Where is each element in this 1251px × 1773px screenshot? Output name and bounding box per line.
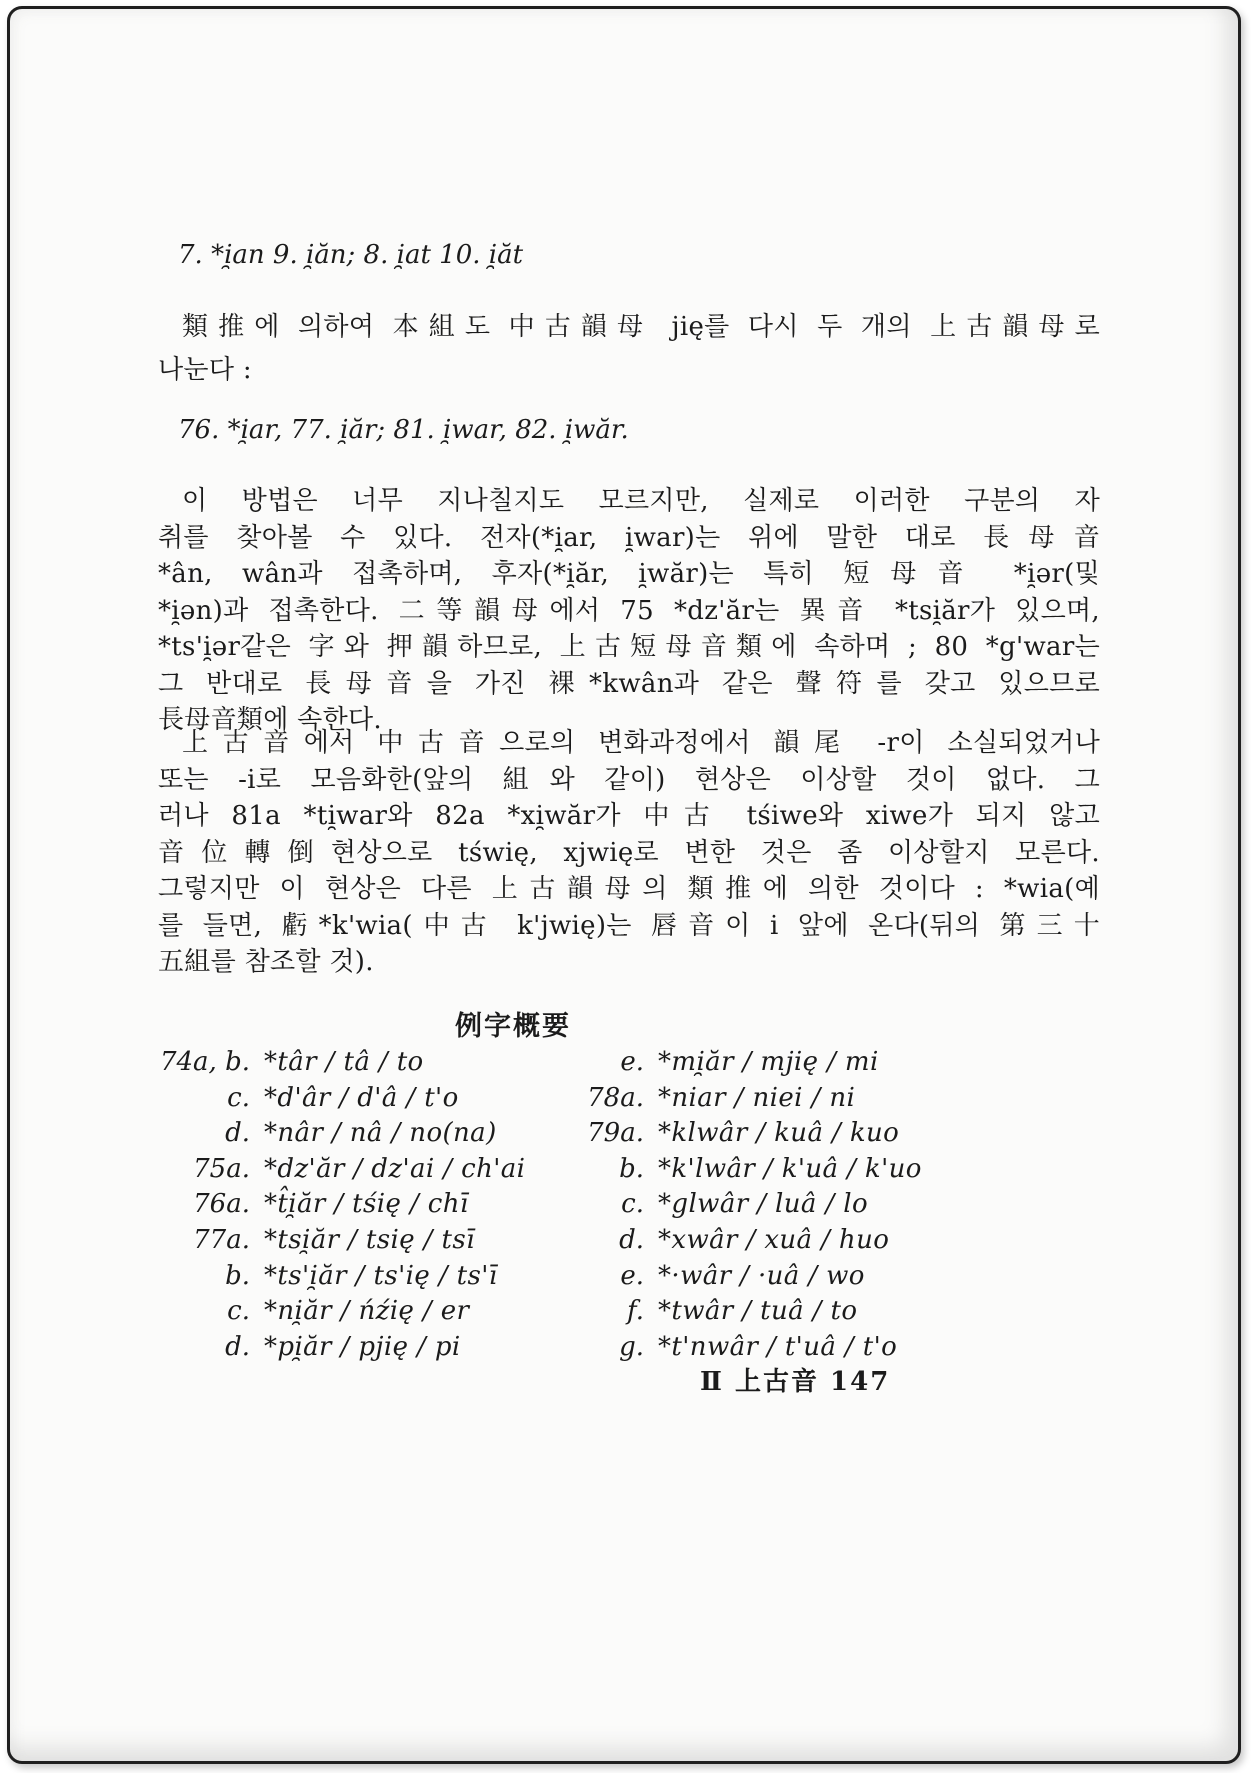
rhyme-list-line: 76. *i̯ar, 77. i̯ăr; 81. i̯war, 82. i̯wăr.: [178, 415, 629, 445]
example-label: g.: [619, 1331, 644, 1362]
example-row: [566, 1081, 922, 1117]
section-title-example-summary: 例字概要: [455, 1011, 571, 1042]
paragraph-line: 러나 81a *ti̯war와 82a *xi̯wăr가 中古 tśiwe와 xiwe가 되지 않고: [158, 801, 1100, 831]
scanned-book-page: [7, 6, 1241, 1764]
paragraph-line: 이 방법은 너무 지나칠지도 모르지만, 실제로 이러한 구분의 자: [182, 486, 1100, 516]
paragraph-line: 를 들면, 虧*k'wia(中古 k'jwię)는 唇音이 i 앞에 온다(뒤의 第三十: [158, 910, 1100, 941]
example-value: *dz'ăr / dz'ai / ch'ai: [264, 1153, 526, 1184]
paragraph-line: *ân, wân과 접촉하며, 후자(*i̯ăr, i̯wăr)는 특히 短母音 *i̯ər(및: [158, 559, 1100, 589]
paragraph-intro: [158, 306, 1100, 392]
paragraph-line: 類推에 의하여 本組도 中古韻母 jię를 다시 두 개의 上古韻母로: [182, 312, 1100, 342]
example-row: [158, 1081, 525, 1117]
example-value: *t̂i̯ăr / tśię / chī: [264, 1189, 469, 1220]
example-value: *klwâr / kuâ / kuo: [658, 1118, 900, 1149]
example-row: [158, 1259, 525, 1295]
example-row: [566, 1045, 922, 1081]
example-label: d.: [225, 1118, 250, 1149]
example-label: 79a.: [587, 1118, 644, 1149]
example-label: 78a.: [587, 1082, 644, 1113]
paragraph-line: *ts'i̯ər같은 字와 押韻하므로, 上古短母音類에 속하며 ; 80 *g'war는: [158, 632, 1100, 662]
example-value: *d'âr / d'â / t'o: [264, 1082, 459, 1113]
paragraph-line: 취를 찾아볼 수 있다. 전자(*i̯ar, i̯war)는 위에 말한 대로 長母音: [158, 522, 1100, 553]
example-row: [566, 1152, 922, 1188]
example-row: [158, 1152, 525, 1188]
example-row: [158, 1294, 525, 1330]
example-label: e.: [620, 1047, 644, 1077]
example-value: *twâr / tuâ / to: [658, 1296, 858, 1327]
example-label: 74a, b.: [159, 1047, 250, 1077]
paragraph-line: 上古音에서 中古音으로의 변화과정에서 韻尾 -r이 소실되었거나: [182, 728, 1100, 758]
example-label: e.: [620, 1260, 644, 1291]
example-value: *tsi̯ăr / tsię / tsī: [264, 1224, 475, 1255]
example-label: c.: [621, 1189, 644, 1220]
example-row: [158, 1187, 525, 1223]
example-value: *niar / niei / ni: [658, 1082, 856, 1113]
paragraph-line: 또는 -i로 모음화한(앞의 組와 같이) 현상은 이상할 것이 없다. 그: [158, 764, 1100, 795]
paragraph-line: 音位轉倒현상으로 tświę, xjwię로 변한 것은 좀 이상할지 모른다.: [158, 837, 1100, 868]
example-value: *k'lwâr / k'uâ / k'uo: [658, 1153, 922, 1184]
example-label: d.: [619, 1224, 644, 1255]
example-row: [566, 1330, 922, 1366]
example-value: *·wâr / ·uâ / wo: [658, 1260, 865, 1291]
paragraph-line: 그 반대로 長母音을 가진 裸*kwân과 같은 聲符를 갖고 있으므로: [158, 668, 1100, 699]
example-value: *ni̯ăr / ńźię / er: [264, 1296, 470, 1327]
example-label: f.: [627, 1296, 644, 1327]
example-value: *ts'i̯ăr / ts'ię / ts'ī: [264, 1260, 498, 1291]
example-row: [566, 1223, 922, 1259]
example-row: [158, 1045, 525, 1081]
paragraph-sound-change: [158, 725, 1100, 981]
example-row: [158, 1330, 525, 1366]
example-value: *mi̯ăr / mjię / mi: [658, 1047, 879, 1077]
paragraph-line: 그렇지만 이 현상은 다른 上古韻母의 類推에 의한 것이다 : *wia(예: [158, 874, 1100, 904]
paragraph-line: *i̯ən)과 접촉한다. 二等韻母에서 75 *dz'ăr는 異音 *tsi̯ăr가 있으며,: [158, 595, 1100, 626]
example-label: c.: [227, 1082, 250, 1113]
example-value: *glwâr / luâ / lo: [658, 1189, 869, 1220]
example-label: b.: [225, 1260, 250, 1291]
paragraph-line: 五組를 참조할 것).: [158, 947, 374, 977]
example-value: *târ / tâ / to: [264, 1047, 424, 1077]
rhyme-index-line: 7. *i̯an 9. i̯ăn; 8. i̯at 10. i̯ăt: [178, 240, 524, 270]
page-footer: Ⅱ 上古音 147: [700, 1367, 891, 1397]
example-row: [566, 1116, 922, 1152]
examples-left-column: [158, 1045, 525, 1365]
example-label: 75a.: [193, 1153, 250, 1184]
example-label: d.: [225, 1331, 250, 1362]
example-value: *pi̯ăr / pjię / pi: [264, 1331, 461, 1362]
paragraph-discussion: [158, 483, 1100, 739]
example-row: [566, 1187, 922, 1223]
example-label: c.: [227, 1296, 250, 1327]
examples-right-column: [566, 1045, 922, 1365]
example-label: b.: [619, 1153, 644, 1184]
paragraph-line: 長母音類에 속한다.: [158, 705, 382, 735]
example-row: [158, 1116, 525, 1152]
example-label: 77a.: [193, 1224, 250, 1255]
example-row: [566, 1259, 922, 1295]
example-row: [158, 1223, 525, 1259]
example-label: 76a.: [193, 1189, 250, 1220]
example-value: *nâr / nâ / no(na): [264, 1118, 497, 1149]
example-row: [566, 1294, 922, 1330]
paragraph-line: 나눈다 :: [158, 355, 252, 385]
example-value: *xwâr / xuâ / huo: [658, 1224, 890, 1255]
example-value: *t'nwâr / t'uâ / t'o: [658, 1331, 898, 1362]
